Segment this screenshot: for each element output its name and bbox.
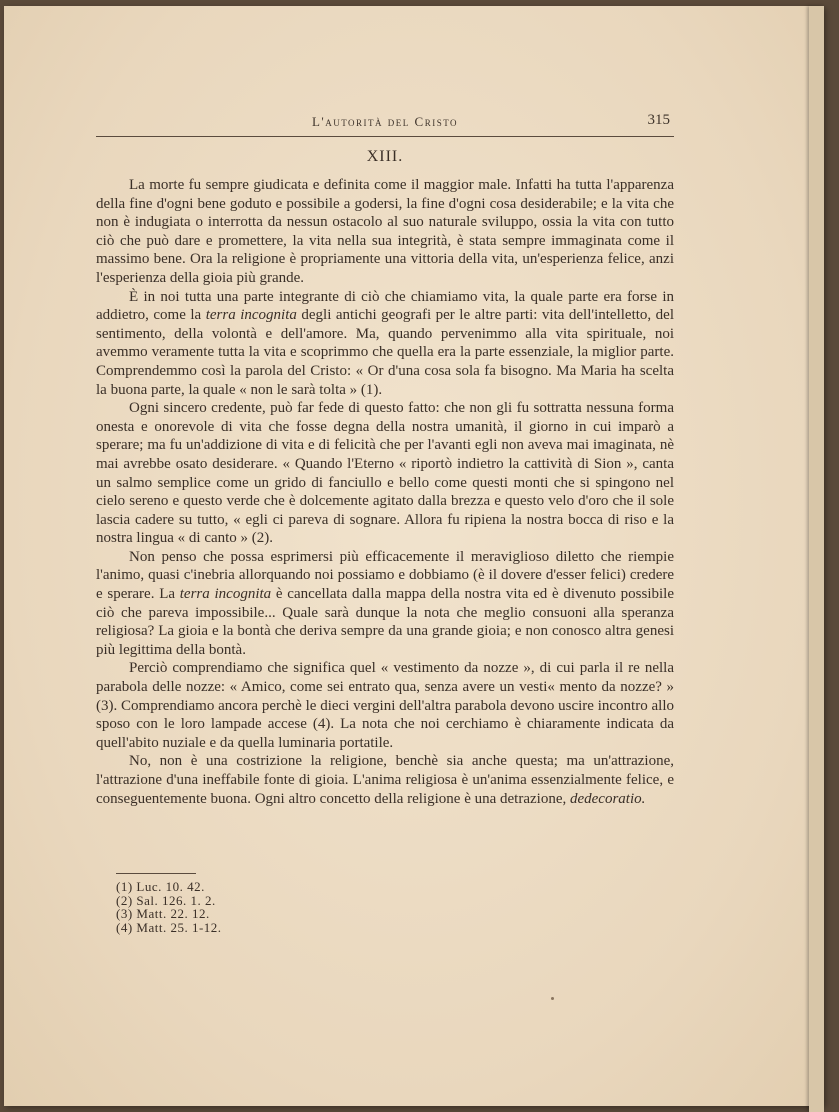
italic-phrase: dedecoratio. [569,790,646,807]
text-run: No, non è una costrizione la religione, benchè sia anche questa; ma un'attrazione, l'attrazione d'una ineffabile fonte di gioia. L'anima religiosa è un'anima essenzialmente felice, e conseguentemente buona. Ogni altro concetto della religione è una detrazione, [96,753,674,807]
italic-phrase: terra incognita [205,307,297,324]
paragraph [96,752,674,808]
footnote: (3) Matt. 22. 12. [116,906,210,921]
text-run: degli antichi geografi per le altre parti: vita dell'intelletto, del sentimento, della volontà e dell'amore. Ma, quando pervenimmo alla vita spirituale, noi avemmo veramente tutta la vita e scoprimmo che quella era la parte essenziale, la miglior parte. Comprendemmo così la parola del Cristo: « Or d'una cosa sola fa bisogno. Ma Maria ha scelta la buona parte, la quale « non le sarà tolta » (1). [96,307,674,398]
page-edge [809,6,824,1112]
text-run: La morte fu sempre giudicata e definita come il maggior male. Infatti ha tutta l'apparenza della fine d'ogni bene goduto e possibile a godersi, la fine d'ogni cosa desiderabile; e la vita che non è indugiata o interrotta da nessun ostacolo al suo naturale sviluppo, ossia la vita con tutto ciò che può dare e promettere, la vita nella sua integrità, è stata sempre immaginata come il massimo bene. Ora la religione è propriamente una vittoria della vita, un'esperienza felice, anzi l'esperienza della gioia più grande. [96,177,674,286]
ink-speck [551,997,554,1000]
running-title: L'autorità del Cristo [311,114,459,129]
text-run: Perciò comprendiamo che significa quel « vestimento da nozze », di cui parla il re nella parabola delle nozze: « Amico, come sei entrato qua, senza avere un vesti« mento da nozze? » (3). Comprendiamo ancora perchè le dieci vergini dell'altra parabola devono uscire incontro allo sposo con le loro lampade accese (4). La nota che noi cerchiamo è chiaramente indicata da quell'abito nuziale e da quella luminaria portatile. [96,660,674,751]
text-run: Non penso che possa esprimersi più efficacemente il meraviglioso diletto che riempie l'animo, quasi c'inebria allorquando noi possiamo e dobbiamo (è il dovere d'esser felici) credere e sperare. La [96,548,674,603]
paragraph [96,176,674,288]
footnote-rule [116,873,196,874]
paragraph [96,399,674,548]
footnote: (4) Matt. 25. 1-12. [116,919,222,935]
section-title: XIII. [366,148,404,165]
body-text [96,176,674,808]
text-run: È in noi tutta una parte integrante di ciò che chiamiamo vita, la quale parte era forse in addietro, come la [96,288,674,324]
paragraph [96,548,674,660]
paragraph [96,659,674,752]
text-run: è cancellata dalla mappa della nostra vita ed è divenuto possibile ciò che pareva impossibile... Quale sarà dunque la nota che meglio consuoni alla speranza religiosa? La gioia e la bontà che deriva sempre da una grande gioia; e non conosco altra genesi più legittima della bontà. [96,586,675,658]
footnote: (2) Sal. 126. 1. 2. [116,892,216,908]
paragraph [96,288,674,400]
running-header [96,110,674,137]
footnotes [116,880,416,934]
italic-phrase: terra incognita [179,586,272,603]
page-number: 315 [647,112,670,128]
text-run: Ogni sincero credente, può far fede di questo fatto: che non gli fu sottratta nessuna forma onesta e onorevole di vita che fosse degna della nostra umanità, il giorno in cui imparò a sperare; ma fu un'addizione di vita e di felicità che per l'avanti egli non aveva mai imaginata, nè mai avrebbe osato desiderare. « Quando l'Eterno « riportò indietro la cattività di Sion », canta un salmo semplice come un grido di fanciullo e bello come questi monti che si spingono nel cielo sereno e questo verde che è dolcemente agitato dalla brezza e questo velo d'oro che il sole lascia cadere su tutto, « egli ci pareva di sognare. Allora fu ripiena la nostra bocca di riso e la nostra lingua « di canto » (2). [96,400,674,547]
footnote: (1) Luc. 10. 42. [116,879,205,894]
